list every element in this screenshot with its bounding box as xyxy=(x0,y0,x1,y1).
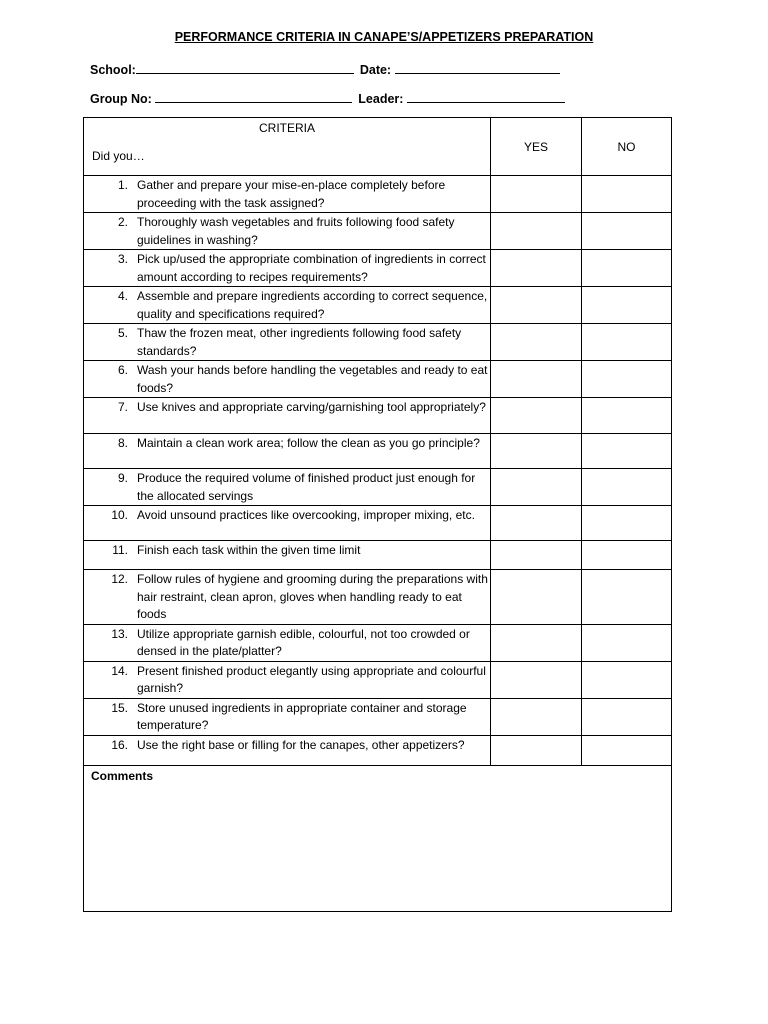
criterion-text: Thaw the frozen meat, other ingredients following food safety standards? xyxy=(137,326,462,358)
criterion-cell xyxy=(84,398,491,434)
criterion-cell xyxy=(84,287,491,324)
no-checkbox-cell[interactable] xyxy=(582,541,672,570)
no-checkbox-cell[interactable] xyxy=(582,570,672,625)
yes-checkbox-cell[interactable] xyxy=(491,506,582,541)
criterion-cell xyxy=(84,361,491,398)
yes-checkbox-cell[interactable] xyxy=(491,624,582,661)
criterion-text: Avoid unsound practices like overcooking, improper mixing, etc. xyxy=(137,508,475,522)
no-checkbox-cell[interactable] xyxy=(582,213,672,250)
table-row xyxy=(84,698,672,735)
no-checkbox-cell[interactable] xyxy=(582,469,672,506)
yes-checkbox-cell[interactable] xyxy=(491,176,582,213)
group-label: Group No: xyxy=(90,92,152,106)
criterion-cell xyxy=(84,698,491,735)
criterion-text: Gather and prepare your mise-en-place completely before proceeding with the task assigned? xyxy=(137,178,446,210)
criterion-cell xyxy=(84,624,491,661)
criterion-text: Use the right base or filling for the canapes, other appetizers? xyxy=(137,737,465,752)
criteria-header: CRITERIA xyxy=(258,121,315,135)
criterion-number: 13. xyxy=(111,626,128,641)
document-title: PERFORMANCE CRITERIA IN CANAPE’S/APPETIZERS PREPARATION xyxy=(174,30,594,44)
criterion-cell xyxy=(84,469,491,506)
criterion-text: Finish each task within the given time limit xyxy=(137,543,361,557)
criterion-cell xyxy=(84,735,491,765)
no-checkbox-cell[interactable] xyxy=(582,735,672,765)
leader-blank[interactable] xyxy=(407,90,565,103)
criterion-text: Assemble and prepare ingredients according to correct sequence, quality and specifications required? xyxy=(137,289,488,321)
criterion-cell xyxy=(84,250,491,287)
criterion-number: 6. xyxy=(117,363,128,377)
criterion-cell xyxy=(84,541,491,570)
criterion-text: Pick up/used the appropriate combination of ingredients in correct amount according to recipes requirements? xyxy=(137,252,486,284)
table-row xyxy=(84,434,672,469)
no-checkbox-cell[interactable] xyxy=(582,324,672,361)
yes-checkbox-cell[interactable] xyxy=(491,661,582,698)
table-row xyxy=(84,250,672,287)
no-checkbox-cell[interactable] xyxy=(582,661,672,698)
comments-row xyxy=(84,765,672,911)
date-label: Date: xyxy=(359,63,392,77)
criterion-text: Utilize appropriate garnish edible, colourful, not too crowded or densed in the plate/platter? xyxy=(137,626,470,658)
criterion-cell xyxy=(84,570,491,625)
criterion-number: 15. xyxy=(111,700,128,715)
no-checkbox-cell[interactable] xyxy=(582,624,672,661)
criterion-text: Present finished product elegantly using appropriate and colourful garnish? xyxy=(137,663,486,695)
criterion-text: Follow rules of hygiene and grooming during the preparations with hair restraint, clean apron, gloves when handling ready to eat foods xyxy=(137,572,488,621)
no-checkbox-cell[interactable] xyxy=(582,398,672,434)
table-row xyxy=(84,624,672,661)
criterion-number: 5. xyxy=(117,326,128,340)
yes-checkbox-cell[interactable] xyxy=(491,361,582,398)
criterion-cell xyxy=(84,661,491,698)
criterion-text: Thoroughly wash vegetables and fruits following food safety guidelines in washing? xyxy=(137,215,455,247)
criterion-number: 9. xyxy=(117,471,128,485)
no-header: NO xyxy=(582,118,672,176)
table-row xyxy=(84,541,672,570)
criterion-cell xyxy=(84,506,491,541)
did-you-header: Did you… xyxy=(92,149,145,163)
table-row xyxy=(84,361,672,398)
school-date-line xyxy=(90,61,560,77)
yes-checkbox-cell[interactable] xyxy=(491,213,582,250)
group-blank[interactable] xyxy=(155,90,352,103)
no-checkbox-cell[interactable] xyxy=(582,506,672,541)
school-blank[interactable] xyxy=(136,61,354,74)
criterion-number: 7. xyxy=(117,400,128,414)
table-row xyxy=(84,506,672,541)
yes-checkbox-cell[interactable] xyxy=(491,735,582,765)
table-row xyxy=(84,398,672,434)
comments-label: Comments xyxy=(91,768,154,783)
comments-box[interactable] xyxy=(84,765,672,911)
table-row xyxy=(84,469,672,506)
table-row xyxy=(84,213,672,250)
group-leader-line xyxy=(90,90,565,106)
yes-checkbox-cell[interactable] xyxy=(491,398,582,434)
table-header-row xyxy=(84,118,672,176)
yes-checkbox-cell[interactable] xyxy=(491,469,582,506)
yes-checkbox-cell[interactable] xyxy=(491,541,582,570)
table-row xyxy=(84,287,672,324)
yes-checkbox-cell[interactable] xyxy=(491,287,582,324)
no-checkbox-cell[interactable] xyxy=(582,287,672,324)
criterion-text: Produce the required volume of finished product just enough for the allocated servings xyxy=(137,471,476,503)
criterion-number: 8. xyxy=(117,436,128,450)
no-checkbox-cell[interactable] xyxy=(582,434,672,469)
table-row xyxy=(84,570,672,625)
table-row xyxy=(84,661,672,698)
criterion-cell xyxy=(84,213,491,250)
table-row xyxy=(84,735,672,765)
yes-checkbox-cell[interactable] xyxy=(491,698,582,735)
criterion-text: Wash your hands before handling the vegetables and ready to eat foods? xyxy=(137,363,488,395)
no-checkbox-cell[interactable] xyxy=(582,361,672,398)
leader-label: Leader: xyxy=(358,92,404,106)
table-row xyxy=(84,176,672,213)
criterion-number: 11. xyxy=(112,543,128,557)
yes-header: YES xyxy=(491,118,582,176)
criterion-number: 1. xyxy=(117,178,128,192)
criteria-table xyxy=(83,117,672,912)
table-row xyxy=(84,324,672,361)
criterion-number: 16. xyxy=(111,737,128,752)
criterion-cell xyxy=(84,176,491,213)
criterion-cell xyxy=(84,434,491,469)
no-checkbox-cell[interactable] xyxy=(582,176,672,213)
criterion-text: Store unused ingredients in appropriate container and storage temperature? xyxy=(137,700,467,732)
criterion-number: 10. xyxy=(111,508,128,522)
yes-checkbox-cell[interactable] xyxy=(491,324,582,361)
criterion-number: 4. xyxy=(117,289,128,303)
criterion-number: 2. xyxy=(117,215,128,229)
criterion-number: 3. xyxy=(117,252,128,266)
date-blank[interactable] xyxy=(395,61,560,74)
yes-checkbox-cell[interactable] xyxy=(491,434,582,469)
criterion-number: 12. xyxy=(111,572,128,586)
criterion-text: Use knives and appropriate carving/garnishing tool appropriately? xyxy=(137,400,486,414)
yes-checkbox-cell[interactable] xyxy=(491,250,582,287)
criterion-text: Maintain a clean work area; follow the clean as you go principle? xyxy=(137,436,480,450)
no-checkbox-cell[interactable] xyxy=(582,698,672,735)
criterion-cell xyxy=(84,324,491,361)
criteria-table-body xyxy=(84,118,672,912)
criteria-header-cell xyxy=(84,118,491,176)
yes-checkbox-cell[interactable] xyxy=(491,570,582,625)
no-checkbox-cell[interactable] xyxy=(582,250,672,287)
school-label: School: xyxy=(90,63,136,77)
criterion-number: 14. xyxy=(111,663,128,678)
